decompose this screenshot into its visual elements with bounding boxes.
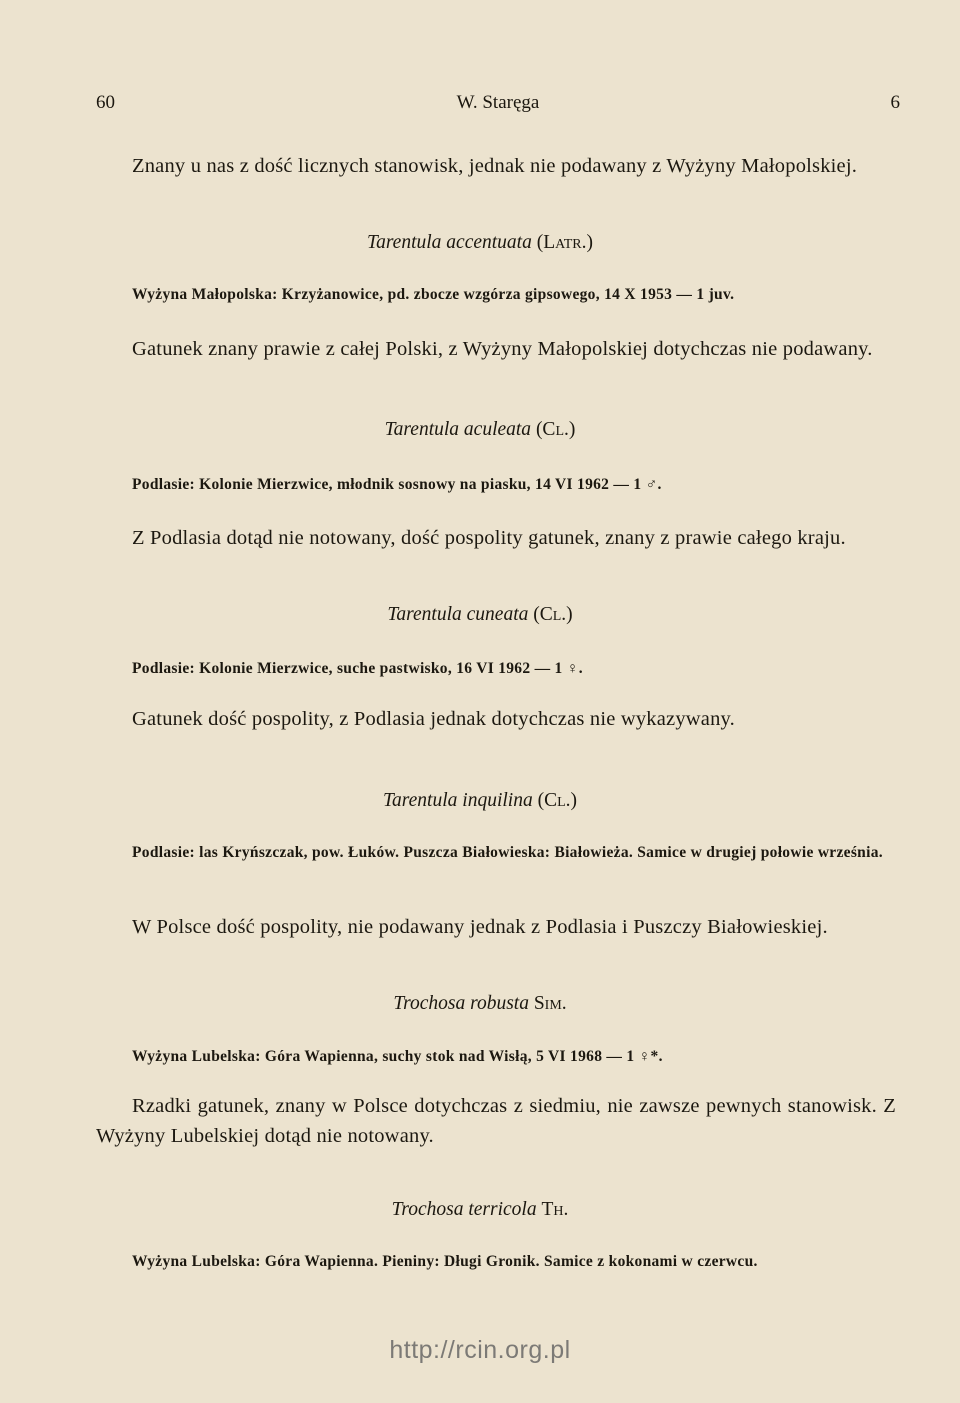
species-author: Th. (541, 1199, 569, 1220)
species-heading-cuneata (0, 604, 960, 626)
species-heading-accentuata (0, 232, 960, 254)
species-name: Tarentula cuneata (387, 604, 529, 625)
species-name: Trochosa robusta (393, 993, 529, 1014)
record-aculeata: Podlasie: Kolonie Mierzwice, młodnik sosnowy na piasku, 14 VI 1962 — 1 ♂. (132, 476, 662, 493)
note-inquilina: W Polsce dość pospolity, nie podawany jednak z Podlasia i Puszczy Białowieskiej. (132, 916, 828, 938)
species-author: Sim. (533, 993, 567, 1014)
record-terricola: Wyżyna Lubelska: Góra Wapienna. Pieniny: Długi Gronik. Samice z kokonami w czerwcu. (132, 1253, 758, 1270)
note-robusta: Rzadki gatunek, znany w Polsce dotychczas z siedmiu, nie zawsze pewnych stanowisk. Z Wyżyny Lubelskiej dotąd nie notowany. (96, 1095, 896, 1147)
species-heading-robusta (0, 993, 960, 1015)
page-header (96, 92, 900, 120)
species-author: (Cl.) (533, 604, 573, 625)
species-heading-aculeata (0, 419, 960, 441)
running-title: W. Staręga (456, 92, 540, 113)
species-author: (Cl.) (537, 790, 577, 811)
page-number-right: 6 (890, 92, 900, 113)
species-heading-inquilina (0, 790, 960, 812)
species-author: (Latr.) (536, 232, 593, 253)
record-accentuata: Wyżyna Małopolska: Krzyżanowice, pd. zbocze wzgórza gipsowego, 14 X 1953 — 1 juv. (132, 286, 735, 303)
species-name: Tarentula aculeata (384, 419, 532, 440)
note-accentuata: Gatunek znany prawie z całej Polski, z Wyżyny Małopolskiej dotychczas nie podawany. (132, 338, 873, 360)
intro-paragraph: Znany u nas z dość licznych stanowisk, jednak nie podawany z Wyżyny Małopolskiej. (132, 155, 858, 177)
species-author: (Cl.) (535, 419, 576, 440)
note-aculeata: Z Podlasia dotąd nie notowany, dość pospolity gatunek, znany z prawie całego kraju. (132, 527, 846, 549)
species-name: Trochosa terricola (391, 1199, 537, 1220)
species-name: Tarentula accentuata (367, 232, 532, 253)
record-inquilina: Podlasie: las Kryńszczak, pow. Łuków. Puszcza Białowieska: Białowieża. Samice w drugiej połowie września. (132, 844, 883, 861)
species-heading-terricola (0, 1199, 960, 1221)
page-number-left: 60 (96, 92, 115, 113)
record-cuneata: Podlasie: Kolonie Mierzwice, suche pastwisko, 16 VI 1962 — 1 ♀. (132, 660, 583, 677)
note-cuneata: Gatunek dość pospolity, z Podlasia jednak dotychczas nie wykazywany. (132, 708, 736, 730)
record-robusta: Wyżyna Lubelska: Góra Wapienna, suchy stok nad Wisłą, 5 VI 1968 — 1 ♀*. (132, 1048, 663, 1065)
species-name: Tarentula inquilina (382, 790, 533, 811)
watermark-url: http://rcin.org.pl (389, 1336, 571, 1364)
